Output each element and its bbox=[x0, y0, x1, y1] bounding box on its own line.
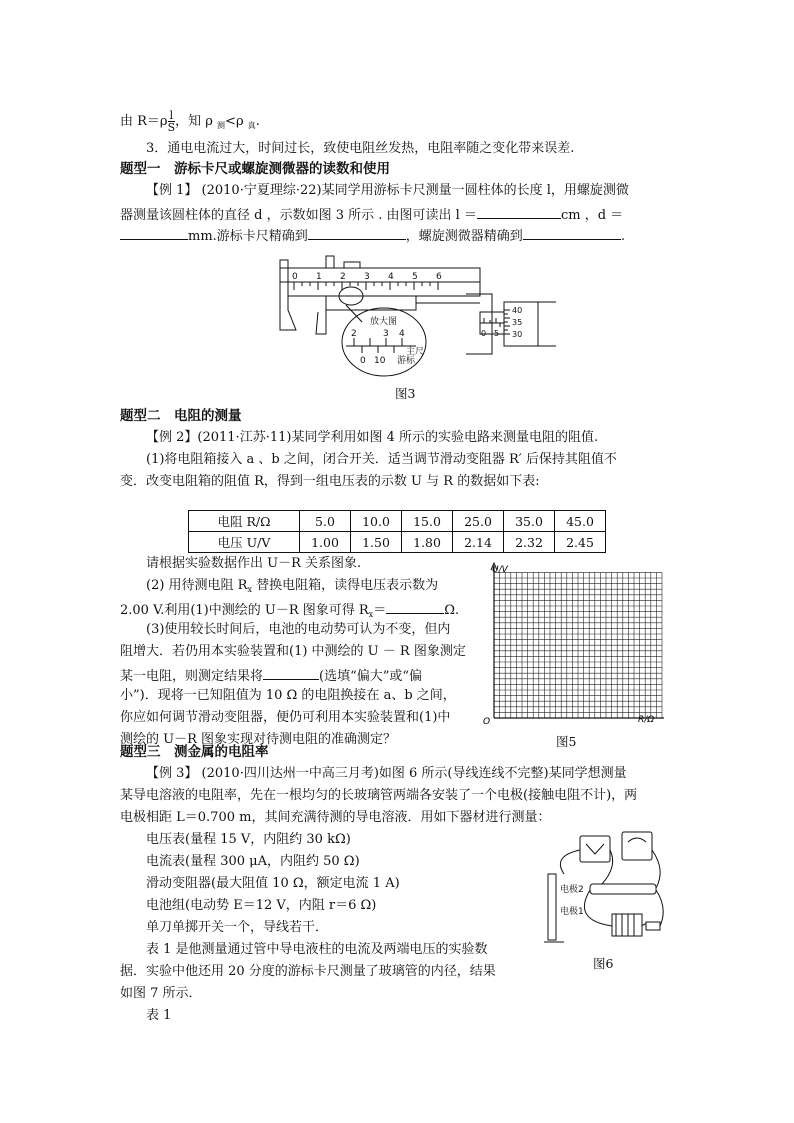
fig6-switch bbox=[646, 922, 660, 930]
table-cell: 1.50 bbox=[351, 532, 402, 553]
main-scale-label-4: 4 bbox=[388, 272, 394, 282]
example2-q2-line2 bbox=[120, 600, 459, 623]
formula-frac-num: l bbox=[168, 110, 176, 122]
fig6-wire bbox=[560, 850, 580, 874]
example2-q3-line4: 小”)．现将一已知阻值为 10 Ω 的电阻换接在 a、b 之间， bbox=[120, 688, 456, 703]
answer-blank-bias[interactable] bbox=[263, 666, 319, 680]
table-row bbox=[189, 532, 606, 553]
table-cell: 2.14 bbox=[453, 532, 504, 553]
q3-line3-text-a: 某一电阻，则测定结果将 bbox=[120, 669, 264, 684]
magnified-vernier-label-0: 0 bbox=[360, 356, 366, 366]
fig6-wire bbox=[652, 850, 660, 888]
fig6-ammeter-dial bbox=[628, 838, 646, 842]
q2-line2-text-b: ＝ bbox=[373, 603, 387, 618]
table-cell-header: 电压 U/V bbox=[189, 532, 300, 553]
main-scale-ticks bbox=[294, 282, 438, 290]
fig6-wire bbox=[602, 850, 613, 884]
fig5-caption: 图5 bbox=[556, 734, 577, 749]
example1-line3c: . bbox=[620, 229, 625, 244]
example2-q3-line2: 阻增大．若仍用本实验装置和(1) 中测绘的 U － R 图象测定 bbox=[120, 644, 466, 659]
main-scale-label-6: 6 bbox=[436, 272, 442, 282]
table-cell: 35.0 bbox=[504, 511, 555, 532]
caliper-body bbox=[288, 282, 480, 296]
data-table-ur bbox=[188, 510, 606, 553]
fig6-voltmeter bbox=[580, 836, 610, 862]
formula-end: . bbox=[255, 114, 260, 129]
thimble-label-40: 40 bbox=[512, 306, 523, 315]
equipment-battery: 电池组(电动势 E＝12 V，内阻 r＝6 Ω) bbox=[146, 898, 377, 913]
magnified-main-text: 主尺 bbox=[406, 347, 425, 357]
example3-line2: 某导电溶液的电阻率，先在一根均匀的长玻璃管两端各安装了一个电极(接触电阻不计)，两 bbox=[120, 788, 638, 803]
fig6-caption: 图6 bbox=[593, 956, 614, 971]
example1-line3 bbox=[120, 226, 625, 245]
sleeve-label-5: 5 bbox=[494, 329, 500, 338]
answer-blank-micrometer-precision[interactable] bbox=[523, 226, 621, 240]
fig6-glass-tube bbox=[590, 884, 656, 894]
example3-table-line1: 表 1 是他测量通过管中导电液柱的电流及两端电压的实验数 bbox=[146, 942, 488, 957]
table-row bbox=[189, 511, 606, 532]
example1-line3a: mm.游标卡尺精确到 bbox=[188, 229, 308, 244]
point-3: 3．通电电流过大，时间过长，致使电阻丝发热，电阻率随之变化带来误差. bbox=[146, 141, 575, 156]
q2-line2-sub-x: x bbox=[368, 610, 374, 619]
fig5-xlabel: R/Ω bbox=[638, 715, 655, 725]
fig6-wire bbox=[584, 890, 612, 926]
caliper-upper-jaw bbox=[326, 256, 334, 268]
formula-prefix: 由 R＝ρ bbox=[120, 114, 168, 129]
example2-q3-line6: 测绘的 U－R 图象实现对待测电阻的准确测定？ bbox=[120, 732, 397, 747]
example1-line2 bbox=[120, 205, 623, 224]
q3-line3-text-b: (选填“偏大”或“偏 bbox=[319, 669, 423, 684]
answer-blank-rx[interactable] bbox=[386, 600, 444, 614]
magnified-vernier-label-10: 10 bbox=[374, 356, 386, 366]
example1-line2a: 器测量该圆柱体的直径 d ，示数如图 3 所示 . 由图可读出 l ＝ bbox=[120, 208, 477, 223]
caliper-screw bbox=[344, 262, 360, 268]
fig6-wire bbox=[656, 890, 663, 926]
example1-line1: 【例 1】 (2010·宁夏理综·22)某同学用游标卡尺测量一圆柱体的长度 l，用螺旋测微 bbox=[146, 183, 629, 198]
table-cell: 45.0 bbox=[555, 511, 606, 532]
sleeve-label-0: 0 bbox=[481, 329, 487, 338]
topic2-heading: 题型二 电阻的测量 bbox=[120, 408, 242, 424]
formula-line bbox=[120, 110, 260, 134]
fig5-gridlines bbox=[494, 572, 662, 718]
topic1-heading: 题型一 游标卡尺或螺旋测微器的读数和使用 bbox=[120, 161, 390, 177]
example2-line1: 【例 2】(2011·江苏·11)某同学利用如图 4 所示的实验电路来测量电阻的阻值. bbox=[146, 430, 599, 445]
main-scale-label-0: 0 bbox=[292, 272, 298, 282]
formula-frac-den: S bbox=[167, 121, 176, 134]
table-cell: 1.00 bbox=[300, 532, 351, 553]
fig6-electrode1: 电极1 bbox=[560, 907, 584, 917]
equipment-switch: 单刀单掷开关一个，导线若干． bbox=[146, 920, 329, 935]
example3-table-line3: 如图 7 所示． bbox=[120, 986, 202, 1001]
example2-q1-line3: 请根据实验数据作出 U－R 关系图象. bbox=[146, 556, 362, 571]
fig5-graph-grid bbox=[478, 560, 668, 728]
table-cell: 2.32 bbox=[504, 532, 555, 553]
example3-table-line2: 据．实验中他还用 20 分度的游标卡尺测量了玻璃管的内径，结果 bbox=[120, 964, 496, 979]
table-cell: 25.0 bbox=[453, 511, 504, 532]
equipment-voltmeter: 电压表(量程 15 V，内阻约 30 kΩ) bbox=[146, 832, 351, 847]
equipment-ammeter: 电流表(量程 300 μA，内阻约 50 Ω) bbox=[146, 854, 360, 869]
table-cell: 1.80 bbox=[402, 532, 453, 553]
main-scale-label-3: 3 bbox=[364, 272, 370, 282]
q2-line2-text-c: Ω. bbox=[444, 603, 460, 618]
q2-line2-text-a: 2.00 V.利用(1)中测绘的 U－R 图象可得 R bbox=[120, 603, 369, 618]
main-scale-label-1: 1 bbox=[316, 272, 322, 282]
answer-blank-caliper-precision[interactable] bbox=[308, 226, 406, 240]
magnifier-leader bbox=[346, 305, 362, 322]
fig5-origin: O bbox=[483, 717, 491, 727]
fig6-stand bbox=[548, 874, 556, 940]
fig6-ammeter bbox=[622, 832, 652, 860]
formula-mid: ，知 ρ bbox=[175, 114, 218, 129]
example3-line1: 【例 3】 (2010·四川达州一中高三月考)如图 6 所示(导线连线不完整)某同学想测量 bbox=[146, 766, 627, 781]
example2-q3-line1: (3)使用较长时间后，电池的电动势可认为不变，但内 bbox=[146, 622, 451, 637]
equipment-rheostat: 滑动变阻器(最大阻值 10 Ω，额定电流 1 A) bbox=[146, 876, 400, 891]
example2-q1-line1: (1)将电阻箱接入 a 、b 之间，闭合开关．适当调节滑动变阻器 R′ 后保持其阻值不 bbox=[146, 452, 617, 467]
table-cell: 10.0 bbox=[351, 511, 402, 532]
q2-text-b: 替换电阻箱，读得电压表示数为 bbox=[251, 578, 439, 593]
example2-q1-line2: 变．改变电阻箱的阻值 R，得到一组电压表的示数 U 与 R 的数据如下表: bbox=[120, 474, 540, 489]
main-scale-label-5: 5 bbox=[412, 272, 418, 282]
thimble-label-30: 30 bbox=[512, 330, 523, 339]
magnified-vernier-text: 游标 bbox=[397, 356, 416, 366]
magnified-main-label-3: 3 bbox=[383, 329, 389, 339]
table-cell: 5.0 bbox=[300, 511, 351, 532]
magnified-main-label-2: 2 bbox=[351, 329, 357, 339]
main-scale-label-2: 2 bbox=[340, 272, 346, 282]
formula-sub-measured: 测 bbox=[217, 121, 226, 130]
caliper-sliding-jaw bbox=[316, 310, 326, 334]
example3-table-label: 表 1 bbox=[146, 1008, 172, 1023]
fig3-caption: 图3 bbox=[395, 386, 416, 401]
formula-fraction bbox=[168, 110, 176, 133]
q2-sub-x: x bbox=[247, 585, 252, 594]
formula-lt: <ρ bbox=[225, 114, 248, 129]
table-cell-header: 电阻 R/Ω bbox=[189, 511, 300, 532]
topic3-heading: 题型三 测金属的电阻率 bbox=[120, 744, 269, 760]
magnified-title: 放大图 bbox=[370, 317, 398, 327]
fig3-drawing bbox=[266, 250, 556, 382]
example2-q2-line1 bbox=[146, 578, 438, 598]
q2-text-a: (2) 用待测电阻 R bbox=[146, 578, 248, 593]
caliper-main-bar bbox=[280, 268, 480, 282]
fig6-wire bbox=[642, 924, 646, 926]
example3-line3: 电极相距 L＝0.700 m，其间充满待测的导电溶液．用如下器材进行测量： bbox=[120, 810, 551, 825]
example1-line3b: ，螺旋测微器精确到 bbox=[405, 229, 523, 244]
example2-q3-line3 bbox=[120, 666, 422, 685]
table-cell: 15.0 bbox=[402, 511, 453, 532]
magnified-main-label-4: 4 bbox=[399, 329, 405, 339]
formula-sub-true: 真 bbox=[247, 121, 256, 130]
fig6-apparatus bbox=[542, 830, 668, 948]
table-cell: 2.45 bbox=[555, 532, 606, 553]
thimble-ticks bbox=[504, 310, 510, 334]
example2-q3-line5: 你应如何调节滑动变阻器，便仍可利用本实验装置和(1)中 bbox=[120, 710, 451, 725]
fig5-ylabel: U/V bbox=[492, 565, 508, 575]
answer-blank-l[interactable] bbox=[477, 205, 561, 219]
answer-blank-d[interactable] bbox=[120, 226, 188, 240]
fig6-voltmeter-dial bbox=[586, 844, 604, 854]
fig6-electrode2: 电极2 bbox=[560, 885, 584, 895]
example1-line2b: cm ，d ＝ bbox=[560, 208, 624, 223]
thimble-label-35: 35 bbox=[512, 318, 523, 327]
